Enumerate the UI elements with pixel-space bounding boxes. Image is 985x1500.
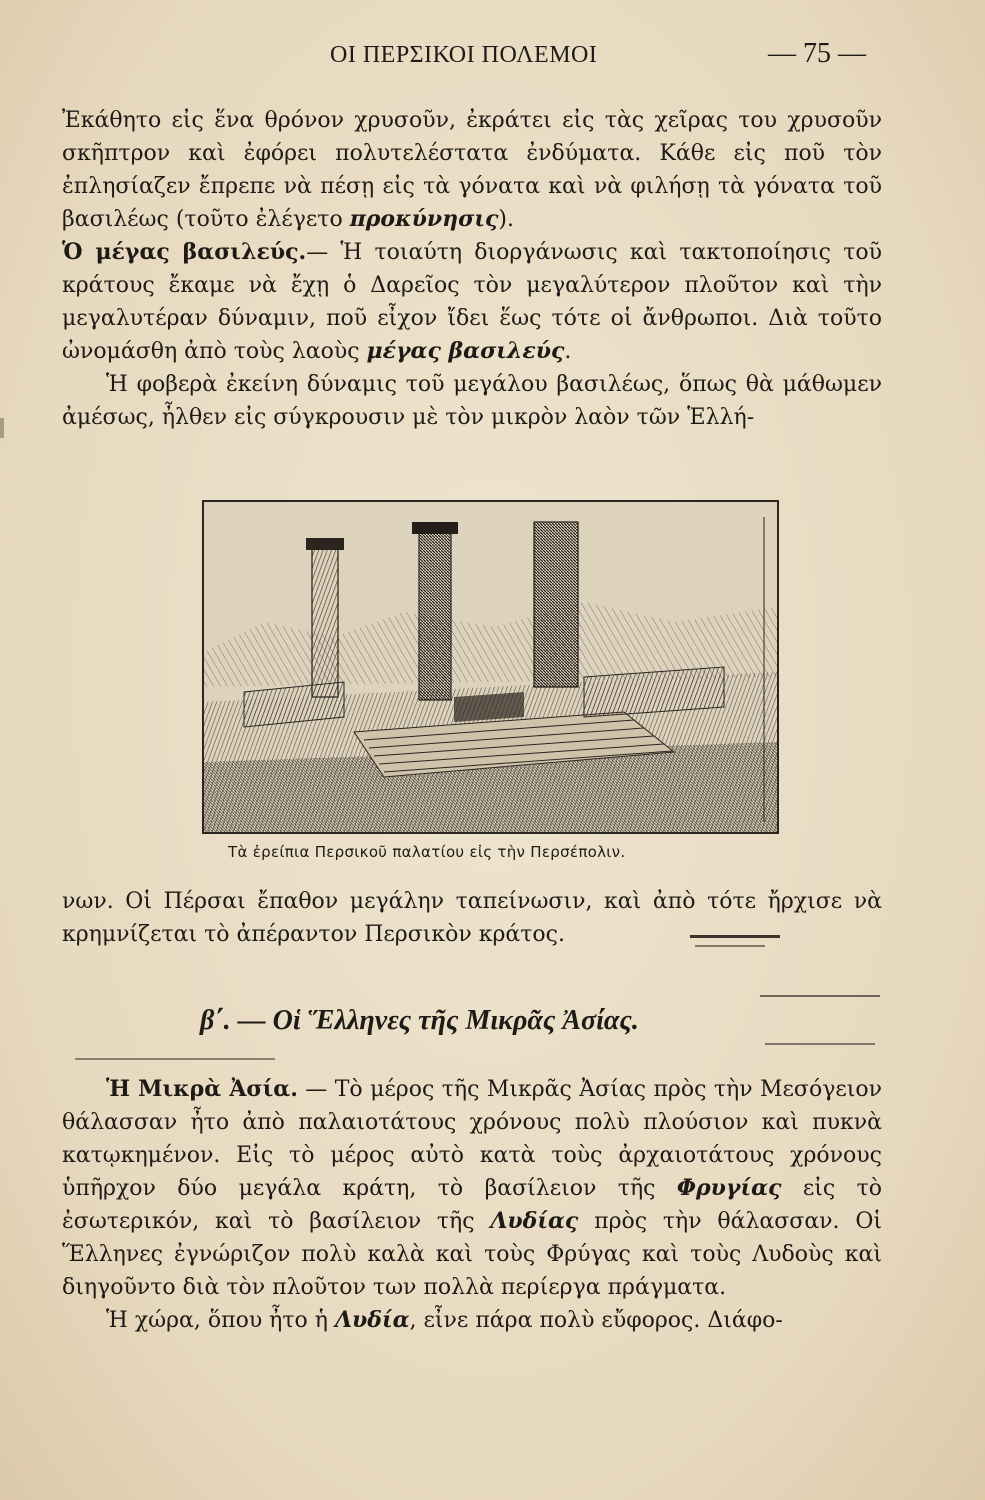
term-phrygia: Φρυγίας (676, 1175, 782, 1201)
ornament-rule-right (765, 1043, 875, 1045)
paragraph-power: Ἡ φοβερὰ ἐκείνη δύναμις τοῦ μεγάλου βασιλέως, ὅπως θὰ μάθωμεν ἀμέσως, ἦλθεν εἰς σύγκρουσιν μὲ τὸν μικρὸν λαὸν τῶν Ἑλλή- (62, 372, 882, 430)
page-number: — 75 — (768, 38, 866, 69)
paragraph-asia-minor-c: πρὸς τὴν θάλασσαν. Οἱ Ἕλληνες ἐγνώριζον πολὺ καλὰ καὶ τοὺς Φρύγας καὶ τοὺς Λυδοὺς καὶ διηγοῦντο διὰ τὸν πλοῦτον των πολλὰ περίεργα πράγματα. (62, 1209, 882, 1300)
term-lydia: Λυδίας (490, 1208, 579, 1234)
paragraph-great-king-text: — Ἡ τοιαύτη διοργάνωσις καὶ τακτοποίησις τοῦ κράτους ἔκαμε νὰ ἔχῃ ὁ Δαρεῖος τὸν μεγαλύτερον πλοῦτον καὶ τὴν μεγαλυτέραν δύναμιν, ποῦ εἶχον ἴδει ἕως τότε οἱ ἄνθρωποι. Διὰ τοῦτο ὠνομάσθη ἀπὸ τοὺς λαοὺς (62, 240, 882, 364)
term-lydia-2: Λυδία (334, 1307, 410, 1333)
persepolis-engraving (202, 500, 779, 834)
paragraph-continuation: νων. Οἱ Πέρσαι ἔπαθον μεγάλην ταπείνωσιν, καὶ ἀπὸ τότε ἤρχισε νὰ κρημνίζεται τὸ ἀπέραντον Περσικὸν κράτος. (62, 889, 882, 947)
paragraph-great-king (62, 236, 882, 368)
term-proskynesis: προκύνησις (349, 206, 499, 232)
running-title: ΟΙ ΠΕΡΣΙΚΟΙ ΠΟΛΕΜΟΙ (330, 42, 598, 68)
paragraph-great-king-lead: Ὁ μέγας βασιλεύς. (62, 239, 307, 265)
paragraph-asia-minor-lead: Ἡ Μικρὰ Ἀσία. (106, 1076, 298, 1102)
ornament-rule-left (75, 1058, 275, 1060)
term-megas-basileus: μέγας βασιλεύς (366, 338, 565, 364)
ink-smudge-rule (690, 935, 780, 938)
ink-smudge-rule-2 (695, 945, 765, 947)
paragraph-throne-end: ). (498, 207, 514, 232)
paragraph-asia-minor (62, 1073, 882, 1304)
paragraph-asia-minor-b: εἰς τὸ ἐσωτερικόν, καὶ τὸ βασίλειον τῆς (62, 1176, 883, 1234)
ornament-rule-top (760, 995, 880, 997)
paragraph-lydia-fertile-a: Ἡ χώρα, ὅπου ἦτο ἡ (106, 1308, 335, 1333)
paragraph-lydia-fertile (62, 1304, 882, 1337)
paragraph-asia-minor-a: — Τὸ μέρος τῆς Μικρᾶς Ἀσίας πρὸς τὴν Μεσόγειον θάλασσαν ἦτο ἀπὸ παλαιοτάτους χρόνους πολὺ πλούσιον καὶ πυκνὰ κατῳκημένον. Εἰς τὸ μέρος αὐτὸ κατὰ τοὺς ἀρχαιοτάτους χρόνους ὑπῆρχον δύο μεγάλα κράτη, τὸ βασίλειον τῆς (62, 1077, 882, 1201)
text-block-top (62, 104, 882, 434)
page-edge-mark (0, 418, 4, 438)
text-block-middle (62, 885, 882, 951)
paragraph-throne (62, 104, 882, 236)
paragraph-lydia-fertile-b: , εἶνε πάρα πολὺ εὔφορος. Διάφο- (409, 1308, 783, 1333)
text-block-bottom (62, 1073, 882, 1337)
figure-caption: Τὰ ἐρείπια Περσικοῦ παλατίου εἰς τὴν Περσέπολιν. (228, 843, 626, 861)
paragraph-throne-text: Ἐκάθητο εἰς ἕνα θρόνον χρυσοῦν, ἐκράτει εἰς τὰς χεῖρας του χρυσοῦν σκῆπτρον καὶ ἐφόρει πολυτελέστατα ἐνδύματα. Κάθε εἰς ποῦ τὸν ἐπλησίαζεν ἔπρεπε νὰ πέσῃ εἰς τὰ γόνατα καὶ νὰ φιλήσῃ τὰ γόνατα τοῦ βασιλέως (τοῦτο ἐλέγετο (62, 108, 882, 232)
paragraph-great-king-end: . (564, 339, 572, 364)
section-title: β΄. — Οἱ Ἕλληνες τῆς Μικρᾶς Ἀσίας. (200, 1005, 639, 1036)
